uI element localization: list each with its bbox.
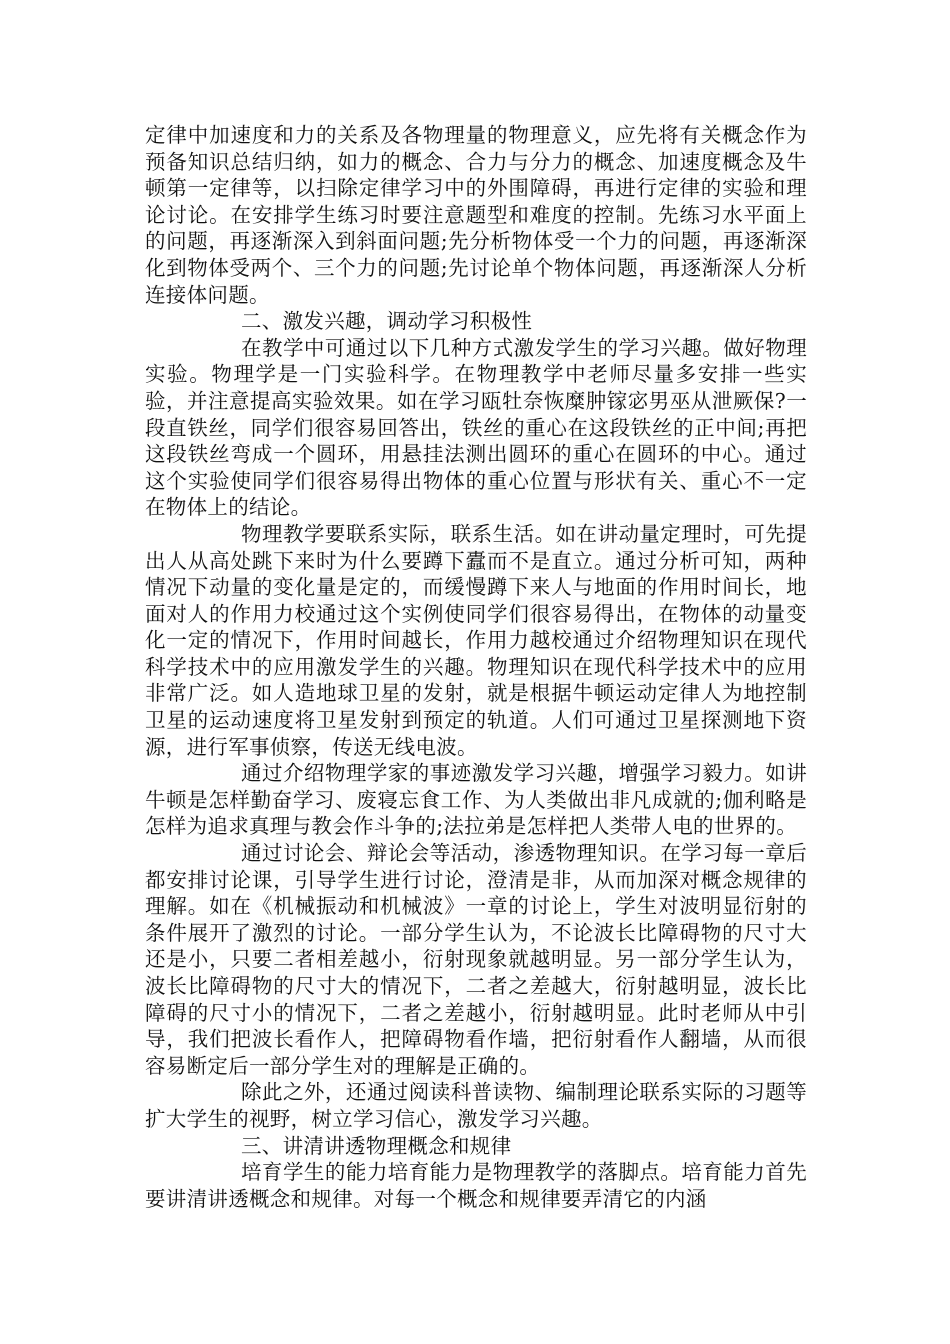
paragraph-reading: 除此之外，还通过阅读科普读物、编制理论联系实际的习题等扩大学生的视野，树立学习信心，激发学习兴趣。 [145,1080,807,1131]
section-heading-2: 二、激发兴趣，调动学习积极性 [241,309,533,334]
paragraph-real-life: 物理教学要联系实际，联系生活。如在讲动量定理时，可先提出人从高处跳下来时为什么要蹲下蠹而不是直立。通过分析可知，两种情况下动量的变化量是定的，而缓慢蹲下来人与地面的作用时间长，地面对人的作用力校通过这个实例使同学们很容易得出，在物体的动量变化一定的情况下，作用时间越长，作用力越校通过介绍物理知识在现代科学技术中的应用激发学生的兴趣。物理知识在现代科学技术中的应用非常广泛。如人造地球卫星的发射，就是根据牛顿运动定律人为地控制卫星的运动速度将卫星发射到预定的轨道。人们可通过卫星探测地下资源，进行军事侦察，传送无线电波。 [145,521,807,759]
paragraph-ability: 培育学生的能力培育能力是物理教学的落脚点。培育能力首先要讲清讲透概念和规律。对每一个概念和规律要弄清它的内涵 [145,1160,807,1211]
paragraph-experiments: 在教学中可通过以下几种方式激发学生的学习兴趣。做好物理实验。物理学是一门实验科学。在物理教学中老师尽量多安排一些实验，并注意提高实验效果。如在学习瓯牡奈恢糜肿镓宓男巫从泄厥保?一段直铁丝，同学们很容易回答出，铁丝的重心在这段铁丝的正中间;再把这段铁丝弯成一个圆环，用悬挂法测出圆环的重心在圆环的中心。通过这个实验使同学们很容易得出物体的重心位置与形状有关、重心不一定在物体上的结论。 [145,335,807,520]
paragraph-discussion: 通过讨论会、辩论会等活动，渗透物理知识。在学习每一章后都安排讨论课，引导学生进行讨论，澄清是非，从而加深对概念规律的理解。如在《机械振动和机械波》一章的讨论上，学生对波明显衍射的条件展开了激烈的讨论。一部分学生认为，不论波长比障碍物的尺寸大还是小，只要二者相差越小，衍射现象就越明显。另一部分学生认为，波长比障碍物的尺寸大的情况下，二者之差越大，衍射越明显，波长比障碍的尺寸小的情况下，二者之差越小，衍射越明显。此时老师从中引导，我们把波长看作人，把障碍物看作墙，把衍射看作人翻墙，从而很容易断定后一部分学生对的理解是正确的。 [145,841,807,1078]
document-page [145,122,807,1212]
paragraph-continuation: 定律中加速度和力的关系及各物理量的物理意义，应先将有关概念作为预备知识总结归纳，如力的概念、合力与分力的概念、加速度概念及牛顿第一定律等，以扫除定律学习中的外围障碍，再进行定律的实验和理论讨论。在安排学生练习时要注意题型和难度的控制。先练习水平面上的问题，再逐渐深入到斜面问题;先分析物体受一个力的问题，再逐渐深化到物体受两个、三个力的问题;先讨论单个物体问题，再逐渐深人分析连接体问题。 [145,123,807,307]
paragraph-physicists: 通过介绍物理学家的事迹激发学习兴趣，增强学习毅力。如讲牛顿是怎样勤奋学习、废寝忘食工作、为人类做出非凡成就的;伽利略是怎样为追求真理与教会作斗争的;法拉弟是怎样把人类带人电的世界的。 [145,761,807,839]
section-heading-3: 三、讲清讲透物理概念和规律 [241,1133,512,1158]
